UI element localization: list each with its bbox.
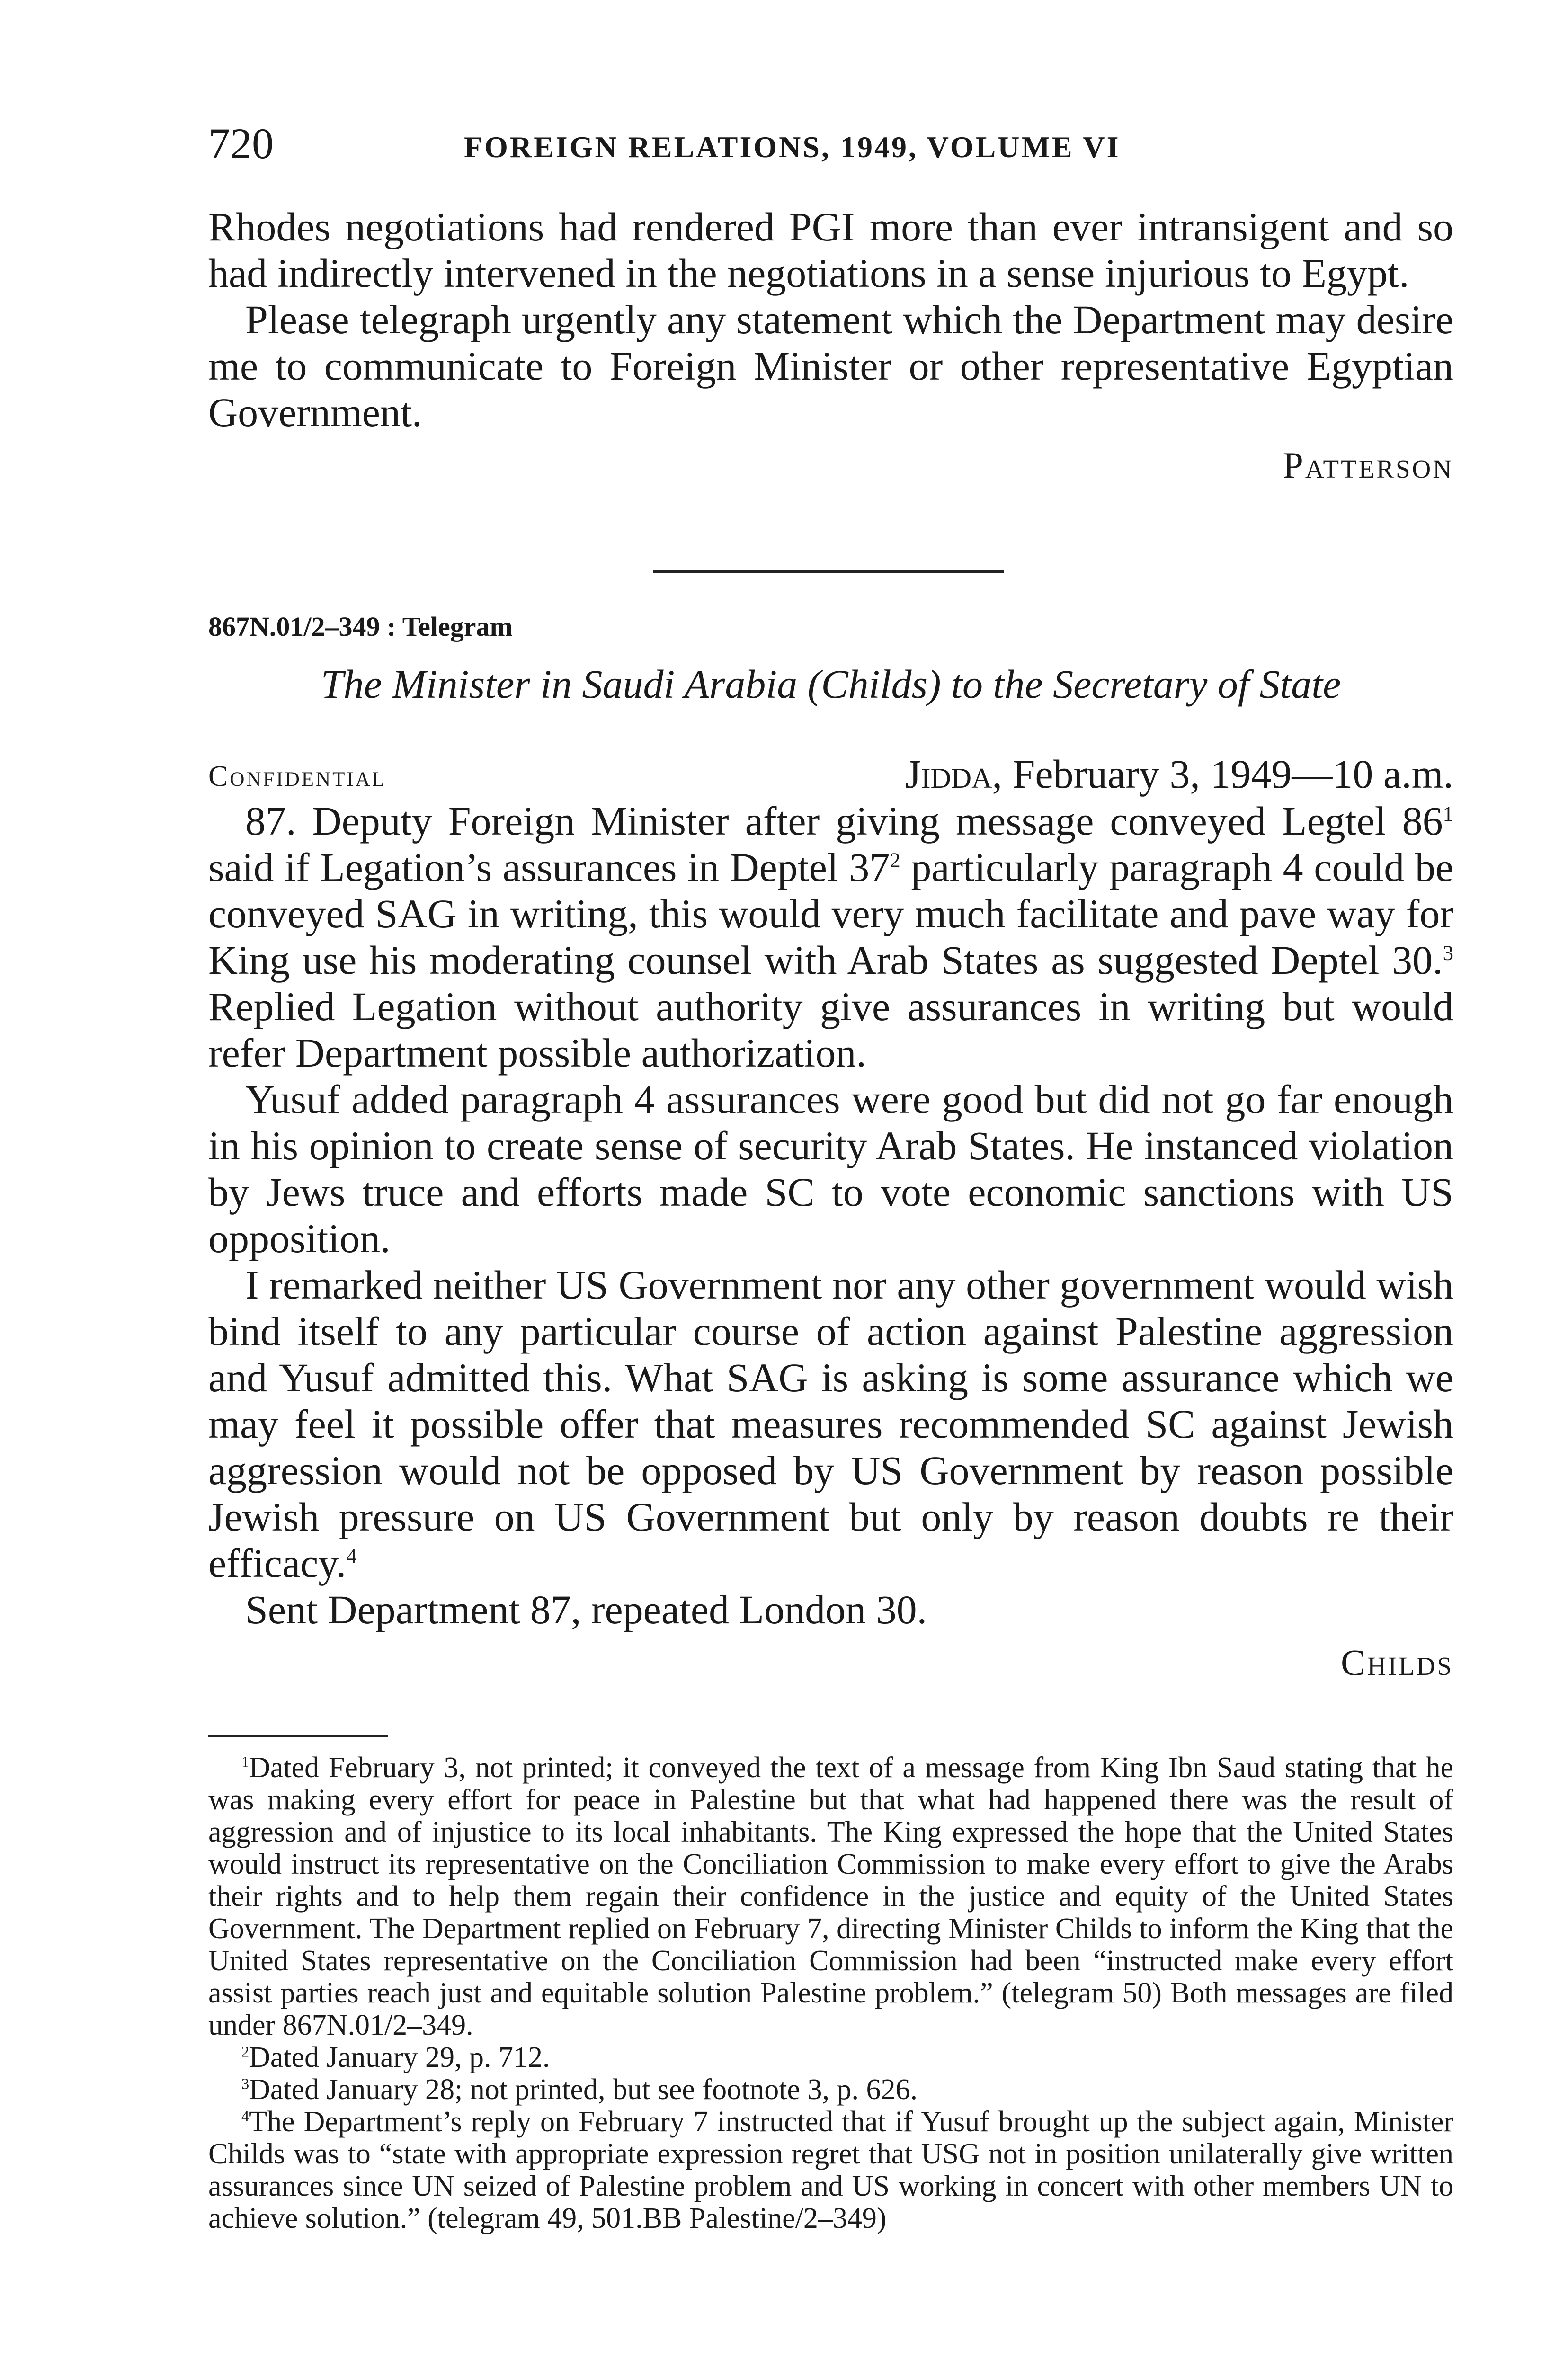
telegram-body bbox=[208, 750, 1453, 1684]
section-divider bbox=[653, 570, 1004, 573]
text-run: said if Legation’s assurances in Deptel 37 bbox=[208, 845, 890, 890]
footnote bbox=[208, 2073, 1453, 2106]
footnote-ref: 2 bbox=[890, 848, 900, 872]
document-title: The Minister in Saudi Arabia (Childs) to the Secretary of State bbox=[321, 661, 1341, 707]
date-city: Jidda bbox=[905, 751, 992, 797]
footnote-number: 3 bbox=[241, 2075, 249, 2092]
running-head: FOREIGN RELATIONS, 1949, VOLUME VI bbox=[464, 130, 1121, 164]
dateline bbox=[208, 750, 1453, 798]
paragraph: Please telegraph urgently any statement which the Department may desire me to communicate to Foreign Minister or other representative Egyptian Government. bbox=[208, 297, 1453, 435]
file-reference: 867N.01/2–349 : Telegram bbox=[208, 611, 513, 642]
footnote-ref: 1 bbox=[1443, 801, 1453, 826]
page-number: 720 bbox=[208, 119, 274, 168]
paragraph: Yusuf added paragraph 4 assurances were good but did not go far enough in his opinion to create sense of security Arab States. He instanced violation by Jews truce and efforts made SC to vote economic sanctions with US opposition. bbox=[208, 1077, 1453, 1261]
footnote-number: 4 bbox=[241, 2107, 249, 2125]
footnote-text: Dated January 29, p. 712. bbox=[249, 2041, 550, 2073]
document-heading bbox=[208, 611, 1453, 708]
text-run: 87. Deputy Foreign Minister after giving message conveyed Legtel 86 bbox=[245, 798, 1443, 844]
text-run: Replied Legation without authority give assurances in writing but would refer Department possible authorization. bbox=[208, 984, 1453, 1076]
footnote-text: The Department’s reply on February 7 instructed that if Yusuf brought up the subject again, Minister Childs was to “state with appropriate expression regret that USG not in position unilaterally give written assurances since UN seized of Palestine problem and US working in concert with other members UN to achieve solution.” (telegram 49, 501.BB Palestine/2–349) bbox=[208, 2106, 1453, 2234]
footnote-text: Dated February 3, not printed; it conveyed the text of a message from King Ibn Saud stating that he was making every effort for peace in Palestine but that what had happened there was the result of aggression and of injustice to its local inhabitants. The King expressed the hope that the United States would instruct its representative on the Conciliation Commission to make every effort to give the Arabs their rights and to help them regain their confidence in the justice and equity of the United States Government. The Department replied on February 7, directing Minister Childs to inform the King that the United States representative on the Conciliation Commission had been “instructed make every effort assist parties reach just and equitable solution Palestine problem.” (telegram 50) Both messages are filed under 867N.01/2–349. bbox=[208, 1752, 1453, 2041]
footnote-text: Dated January 28; not printed, but see footnote 3, p. 626. bbox=[249, 2073, 918, 2106]
footnote-number: 2 bbox=[241, 2043, 249, 2060]
date-text: , February 3, 1949—10 a.m. bbox=[992, 751, 1453, 797]
signature: Childs bbox=[1341, 1642, 1453, 1683]
paragraph: Rhodes negotiations had rendered PGI more than ever intransigent and so had indirectly intervened in the negotiations in a sense injurious to Egypt. bbox=[208, 204, 1453, 296]
page-header bbox=[208, 118, 1454, 175]
footnote bbox=[208, 2041, 1453, 2073]
text-run: particularly paragraph 4 could be conveyed SAG in writing, this would very much facilitate and pave way for King use his moderating counsel with Arab States as suggested Deptel 30. bbox=[208, 845, 1454, 983]
footnote-number: 1 bbox=[241, 1753, 249, 1771]
footnote-ref: 4 bbox=[346, 1544, 357, 1568]
footnote bbox=[208, 2106, 1453, 2234]
previous-document-end bbox=[208, 204, 1453, 487]
classification: Confidential bbox=[208, 760, 386, 792]
footnote bbox=[208, 1752, 1453, 2041]
signature: Patterson bbox=[1283, 445, 1453, 486]
footnote-ref: 3 bbox=[1443, 941, 1453, 965]
footnote-divider bbox=[208, 1735, 388, 1737]
text-run: I remarked neither US Government nor any other government would wish bind itself to any particular course of action against Palestine aggression and Yusuf admitted this. What SAG is asking is some assurance which we may feel it possible offer that measures recommended SC against Jewish aggression would not be opposed by US Government by reason possible Jewish pressure on US Government but only by reason doubts re their efficacy. bbox=[208, 1262, 1453, 1586]
footnotes bbox=[208, 1752, 1453, 2234]
date-place bbox=[905, 750, 1453, 798]
paragraph bbox=[208, 1262, 1453, 1586]
paragraph: Sent Department 87, repeated London 30. bbox=[245, 1587, 927, 1632]
paragraph bbox=[208, 798, 1453, 1076]
